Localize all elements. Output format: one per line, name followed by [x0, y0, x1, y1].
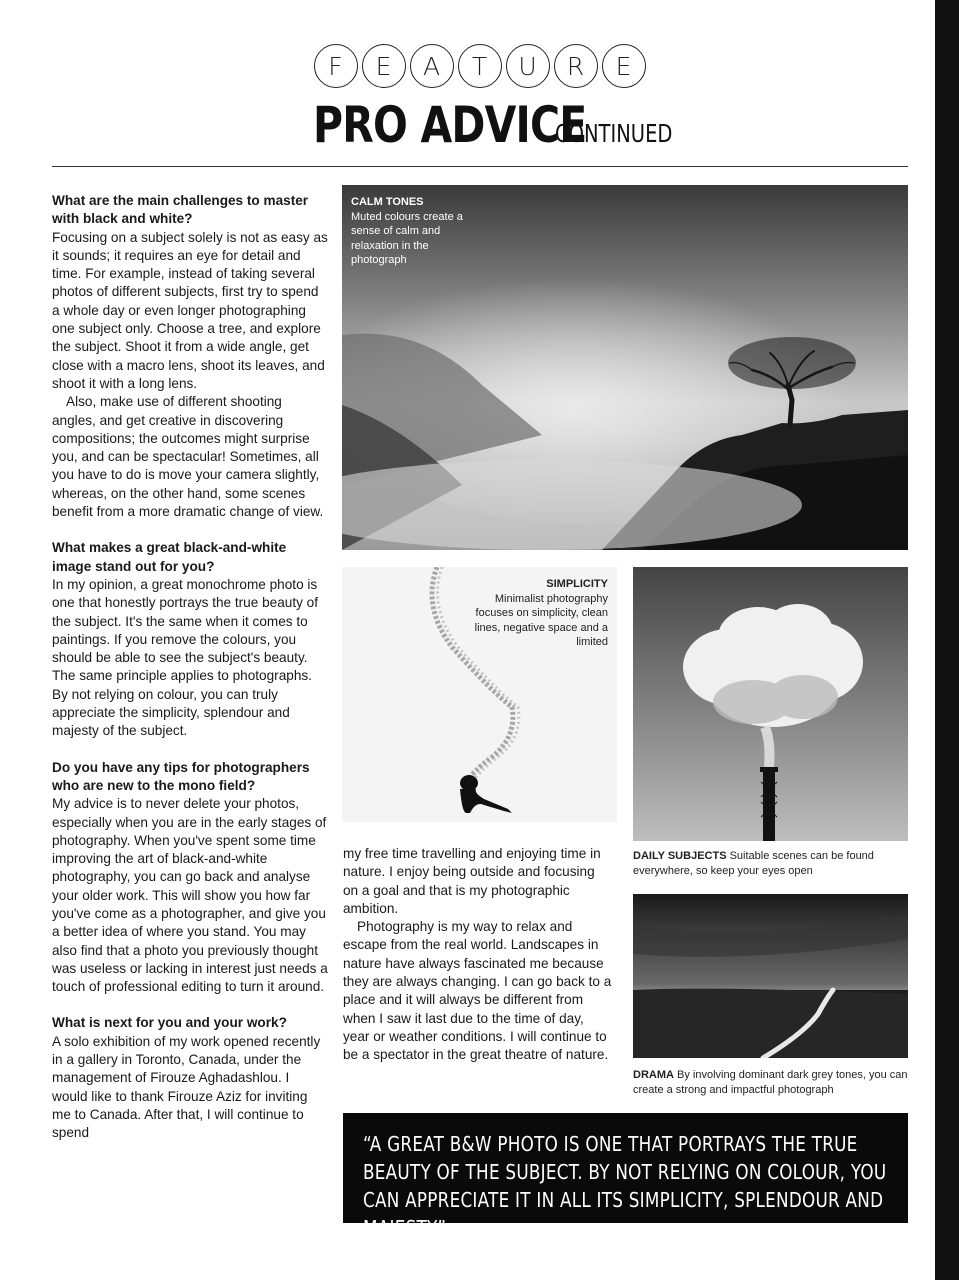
question-heading: What is next for you and your work?	[52, 1015, 287, 1031]
caption-title: SIMPLICITY	[546, 578, 608, 590]
photo-simplicity	[342, 567, 617, 822]
title-continued: CONTINUED	[555, 119, 673, 148]
answer-paragraph: In my opinion, a great monochrome photo is one that honestly portrays the true beauty of the subject. It's the same when it comes to paintings. If you remove the colours, you should be able to see the subject's beauty. The same principle applies to photographs. By not relying on colour, you can truly appreciate the simplicity, splendour and majesty of the subject.	[52, 576, 319, 739]
photo-daily-subjects	[633, 567, 908, 841]
caption-title: DRAMA	[633, 1069, 674, 1081]
pull-quote	[343, 1113, 908, 1240]
pull-quote-text: “A GREAT B&W PHOTO IS ONE THAT PORTRAYS THE TRUE BEAUTY OF THE SUBJECT. BY NOT RELYING ON COLOUR, YOU CAN APPRECIATE IT IN ALL ITS SIMPLICITY, SPLENDOUR AND MAJESTY”	[363, 1132, 887, 1240]
body-paragraph: my free time travelling and enjoying time in nature. I enjoy being outside and focusing on a goal and that is my photographic ambition.	[343, 846, 601, 916]
road-image	[633, 894, 908, 1058]
kicker-letter: T	[458, 44, 502, 88]
caption-title: DAILY SUBJECTS	[633, 850, 727, 862]
kicker-letter: E	[362, 44, 406, 88]
caption-text: By involving dominant dark grey tones, you can create a strong and impactful photograph	[633, 1069, 908, 1096]
question-heading: Do you have any tips for photographers who are new to the mono field?	[52, 759, 310, 793]
caption-text: Muted colours create a sense of calm and relaxation in the photograph	[351, 210, 463, 266]
photo-drama	[633, 894, 908, 1058]
kicker-letter: A	[410, 44, 454, 88]
caption-daily-subjects	[633, 849, 908, 878]
caption-text: Suitable scenes can be found everywhere, so keep your eyes open	[633, 850, 874, 877]
page-edge-strip	[935, 0, 959, 1280]
answer-paragraph: Also, make use of different shooting angles, and get creative in discovering compositions; the outcomes might surprise you, and can be spectacular! Sometimes, all you have to do is move your camera slightly, whereas, on the other hand, some scenes benefit from a more dramatic change of view.	[52, 394, 324, 520]
kicker-letter: R	[554, 44, 598, 88]
header-rule	[52, 166, 908, 167]
feature-kicker	[0, 44, 959, 88]
column-left	[52, 192, 328, 1143]
answer-paragraph: Focusing on a subject solely is not as easy as it sounds; it requires an eye for detail and time. For example, instead of taking several photos of different subjects, first try to spend a whole day or even longer photographing one subject only. Choose a tree, and explore the subject. Shoot it from a wide angle, get close with a macro lens, shoot its leaves, and shoot it with a long lens.	[52, 229, 328, 391]
caption-simplicity	[468, 577, 608, 650]
answer-paragraph: A solo exhibition of my work opened recently in a gallery in Toronto, Canada, under the management of Firouze Aghadashlou. I would like to thank Firouze Aziz for inviting me to Canada. After that, I will continue to spend	[52, 1033, 321, 1141]
answer-paragraph: My advice is to never delete your photos, especially when you are in the early stages of photography. When you've spent some time improving the art of black-and-white photography, you can go back and analyse your older work. This will show you how far you've come as a photographer, and give you a better idea of where you stand. You may also find that a photo you previously thought was useless or lacking in interest just needs a touch of professional editing to turn it around.	[52, 796, 328, 995]
kicker-letter: U	[506, 44, 550, 88]
column-middle	[343, 845, 613, 1065]
question-heading: What are the main challenges to master with black and white?	[52, 193, 309, 227]
page-title	[0, 96, 959, 154]
kicker-letter: E	[602, 44, 646, 88]
kicker-letter: F	[314, 44, 358, 88]
caption-calm-tones	[351, 195, 476, 268]
chimney-smoke-image	[633, 567, 908, 841]
title-main: PRO ADVICE	[313, 96, 587, 154]
caption-drama	[633, 1068, 913, 1097]
caption-title: CALM TONES	[351, 196, 424, 208]
question-heading: What makes a great black-and-white image stand out for you?	[52, 540, 287, 574]
body-paragraph: Photography is my way to relax and escape from the real world. Landscapes in nature have always fascinated me because they are always changing. I can go back to a place and it will always be different from when I saw it last due to the time of day, year or weather conditions. I will continue to be a spectator in the great theatre of nature.	[343, 919, 612, 1063]
photo-calm-tones	[342, 185, 908, 550]
caption-text: Minimalist photography focuses on simplicity, clean lines, negative space and a limited	[474, 592, 608, 648]
